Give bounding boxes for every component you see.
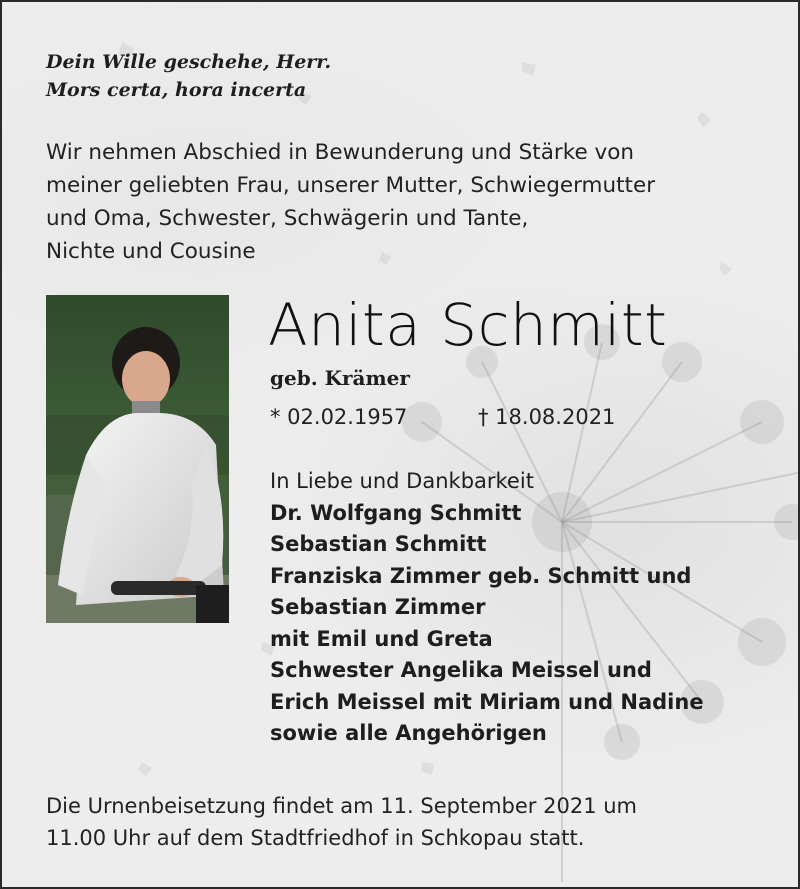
life-dates [270,405,690,429]
death-date: † 18.08.2021 [478,405,616,429]
deceased-name: Anita Schmitt [268,291,668,359]
mourner-name: mit Emil und Greta [270,626,493,651]
motto-line-2: Mors certa, hora incerta [46,79,307,101]
funeral-line: Die Urnenbeisetzung findet am 11. September 2021 um [46,794,638,818]
funeral-notice [46,790,766,854]
mourner-name: Erich Meissel mit Miriam und Nadine [270,689,704,714]
funeral-line: 11.00 Uhr auf dem Stadtfriedhof in Schkopau statt. [46,826,585,850]
mourners-lead: In Liebe und Dankbarkeit [270,469,534,493]
farewell-line: meiner geliebten Frau, unserer Mutter, Schwiegermutter [46,173,656,198]
farewell-line: Nichte und Cousine [46,239,256,264]
portrait-image [46,295,229,623]
motto [46,48,331,104]
farewell-line: Wir nehmen Abschied in Bewunderung und Stärke von [46,140,635,165]
portrait-photo [46,295,229,623]
mourner-name: Schwester Angelika Meissel und [270,658,652,682]
mourners-block [270,466,704,750]
mourner-name: Franziska Zimmer geb. Schmitt und [270,563,692,588]
mourner-name: Sebastian Zimmer [270,595,486,619]
mourner-name: Dr. Wolfgang Schmitt [270,500,522,525]
farewell-text [46,136,766,268]
mourner-name: sowie alle Angehörigen [270,721,547,745]
birth-date: * 02.02.1957 [270,405,408,429]
mourner-name: Sebastian Schmitt [270,532,487,556]
motto-line-1: Dein Wille geschehe, Herr. [46,51,332,73]
maiden-name: geb. Krämer [270,366,410,390]
farewell-line: und Oma, Schwester, Schwägerin und Tante, [46,206,529,231]
